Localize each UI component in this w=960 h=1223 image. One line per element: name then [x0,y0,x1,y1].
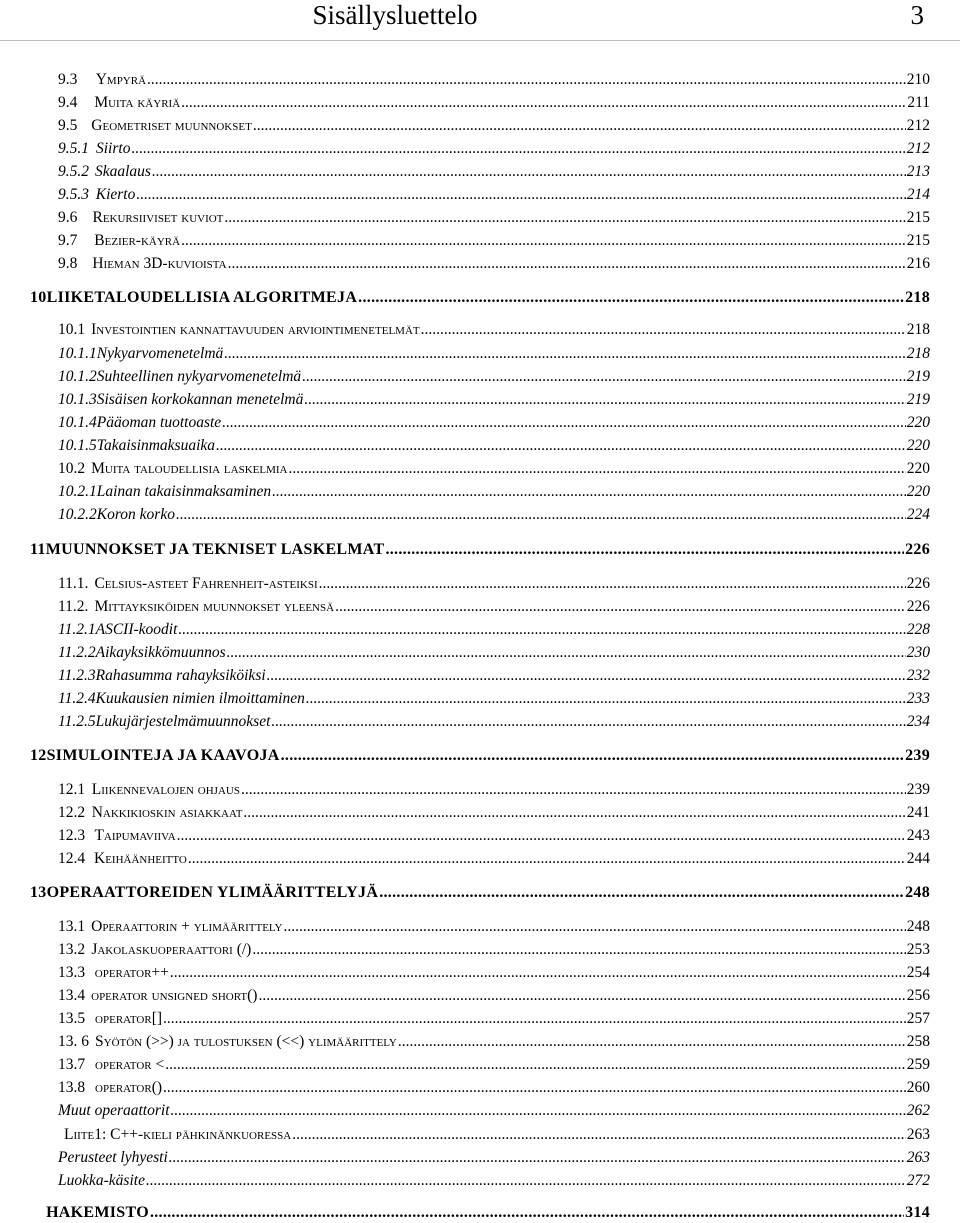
dot-leader [178,620,905,640]
dot-leader [253,116,906,136]
toc-entry-number: 9.5.1 [58,140,89,157]
toc-entry[interactable] [58,344,930,364]
toc-entry-page: 214 [906,186,930,203]
toc-entry-number: 13.8 [58,1079,86,1096]
toc-entry-number: 10.2.1 [58,483,97,500]
toc-entry-title: ASCII-koodit [95,621,178,638]
toc-entry-page: 230 [906,644,930,661]
dot-leader [163,1078,906,1098]
toc-entry-page: 260 [906,1079,930,1096]
dot-leader [228,254,906,274]
dot-leader [169,1148,906,1168]
toc-entry-page: 258 [906,1033,930,1050]
dot-leader [188,849,906,869]
dot-leader [243,803,905,823]
toc-entry[interactable] [58,1125,930,1145]
toc-entry-title: operator() [95,1079,163,1096]
toc-entry-page: 212 [906,117,930,134]
dot-leader [421,320,906,340]
dot-leader [131,139,905,159]
dot-leader [385,540,904,560]
toc-entry-page: 215 [906,209,930,226]
toc-entry-page: 239 [905,747,930,764]
toc-entry[interactable] [58,643,930,663]
dot-leader [284,917,906,937]
toc-entry-number: 10.1 [58,321,86,338]
toc-entry-number: 13.7 [58,1056,86,1073]
dot-leader [271,712,905,732]
toc-entry-page: 224 [906,506,930,523]
dot-leader [176,505,906,525]
toc-entry-title: Bezier-käyrä [94,232,181,249]
toc-entry-number: 11.2.1 [58,621,96,638]
dot-leader [306,689,906,709]
dot-leader [146,1171,906,1191]
toc-entry-number: 12 [30,747,47,764]
toc-entry[interactable] [30,883,930,903]
toc-entry-title: Koron korko [96,506,175,523]
toc-entry[interactable] [58,689,930,709]
toc-entry-title: Investointien kannattavuuden arviointimenetelmät [91,321,420,338]
toc-entry-number: 9.8 [58,255,78,272]
dot-leader [152,162,906,182]
toc-entry[interactable] [58,139,930,159]
toc-entry-page: 215 [906,232,930,249]
toc-entry-title: Lainan takaisinmaksaminen [96,483,272,500]
toc-entry[interactable] [58,413,930,433]
toc-entry[interactable] [58,963,930,983]
toc-entry[interactable] [30,540,930,560]
toc-entry-title: Jakolaskuoperaattori (/) [91,941,252,958]
dot-leader [222,413,906,433]
toc-entry-title: Muita taloudellisia laskelmia [91,460,288,477]
toc-entry-number: 9.5.3 [58,186,89,203]
dot-leader [398,1032,906,1052]
toc-entry[interactable] [58,70,930,90]
toc-entry[interactable] [58,367,930,387]
toc-entry-page: 253 [906,941,930,958]
toc-entry[interactable] [58,849,930,869]
toc-entry-title: Liikennevalojen ohjaus [91,781,240,798]
dot-leader [224,344,905,364]
toc-entry-page: 226 [906,598,930,615]
toc-entry[interactable] [58,93,930,113]
toc-entry-page: 220 [906,414,930,431]
dot-leader [171,1101,906,1121]
dot-leader [335,597,906,617]
toc-entry-title: Ympyrä [95,71,147,88]
toc-entry-title: operator < [94,1056,165,1073]
toc-entry[interactable] [58,574,930,594]
toc-entry-title: LIIKETALOUDELLISIA ALGORITMEJA [46,289,358,306]
toc-entry-title: Celsius-asteet Fahrenheit-asteiksi [94,575,318,592]
toc-entry[interactable] [58,826,930,846]
toc-entry[interactable] [58,1171,930,1191]
toc-entry[interactable] [58,482,930,502]
toc-entry-page: 263 [906,1126,930,1143]
toc-entry-page: 226 [905,541,930,558]
toc-entry-title: Kierto [95,186,136,203]
toc-entry-page: 218 [905,289,930,306]
toc-entry-page: 262 [906,1102,930,1119]
toc-entry[interactable] [58,459,930,479]
toc-entry-page: 219 [906,368,930,385]
toc-entry-page: 213 [906,163,930,180]
toc-entry-title: Nakkikioskin asiakkaat [91,804,243,821]
toc-entry[interactable] [58,231,930,251]
dot-leader [136,185,905,205]
toc-entry-page: 239 [906,781,930,798]
toc-entry-title: Pääoman tuottoaste [96,414,222,431]
toc-entry-title: Geometriset muunnokset [91,117,252,134]
dot-leader [150,1203,904,1223]
toc-entry-title: Syötön (>>) ja tulostuksen (<<) ylimäärittely [95,1033,397,1050]
dot-leader [181,93,906,113]
toc-entry-number: 13 [30,884,47,901]
dot-leader [281,746,904,766]
toc-entry-title: HAKEMISTO [46,1204,149,1221]
toc-entry-title: Skaalaus [94,163,151,180]
toc-entry-number: 11.2.5 [58,713,96,730]
toc-entry-page: 210 [906,71,930,88]
dot-leader [304,390,905,410]
toc-entry[interactable] [58,1009,930,1029]
toc-entry-number: 10.1.3 [58,391,97,408]
toc-entry-number: 11.1. [58,575,89,592]
toc-entry-number: 13. 6 [58,1033,89,1050]
dot-leader [163,1009,906,1029]
dot-leader [272,482,906,502]
toc-entry-number: 9.5 [58,117,78,134]
toc-entry[interactable] [58,436,930,456]
toc-entry-page: 259 [906,1056,930,1073]
toc-entry-page: 257 [906,1010,930,1027]
toc-entry[interactable] [58,986,930,1006]
toc-entry[interactable] [58,803,930,823]
toc-entry-number: 12.2 [58,804,86,821]
toc-entry-page: 234 [906,713,930,730]
toc-entry-page: 254 [906,964,930,981]
toc-entry-title: Rahasumma rahayksiköiksi [95,667,266,684]
toc-entry[interactable] [58,1078,930,1098]
toc-entry-page: 263 [906,1149,930,1166]
toc-entry-title: Taipumaviiva [94,827,176,844]
toc-entry-title: Siirto [96,140,131,157]
dot-leader [292,1125,906,1145]
toc-entry[interactable] [30,288,930,308]
toc-entry-number: 10.2 [58,460,86,477]
toc-entry[interactable] [58,1148,930,1168]
toc-entry-title: Takaisinmaksuaika [96,437,216,454]
toc-entry-number: 12.4 [58,850,86,867]
toc-entry[interactable] [30,746,930,766]
toc-entry[interactable] [58,320,930,340]
toc-entry-page: 211 [907,94,930,111]
toc-entry-page: 248 [905,884,930,901]
toc-entry-title: Perusteet lyhyesti [58,1149,168,1166]
toc-entry[interactable] [58,712,930,732]
dot-leader [267,666,906,686]
toc-entry-number: 11 [30,541,46,558]
toc-entry-title: operator[] [95,1010,163,1027]
toc-entry-page: 243 [906,827,930,844]
toc-entry-title: Muita käyriä [94,94,181,111]
toc-entry-title: SIMULOINTEJA JA KAAVOJA [46,747,280,764]
toc-entry-page: 241 [906,804,930,821]
toc-entry[interactable] [58,597,930,617]
dot-leader [319,574,906,594]
dot-leader [165,1055,906,1075]
dot-leader [241,780,906,800]
toc-entry-title: operator++ [94,964,169,981]
toc-entry[interactable] [58,940,930,960]
toc-entry-page: 256 [906,987,930,1004]
toc-entry-page: 272 [906,1172,930,1189]
toc-entry-title: Nykyarvomenetelmä [96,345,224,362]
toc-entry[interactable] [58,666,930,686]
toc-entry-number: 9.3 [58,71,78,88]
toc-entry-page: 218 [906,345,930,362]
toc-entry-title: Keihäänheitto [94,850,187,867]
toc-entry[interactable] [58,917,930,937]
toc-entry-number: 11.2.2 [58,644,96,661]
toc-entry[interactable] [58,254,930,274]
toc-entry-number: 10.1.5 [58,437,97,454]
dot-leader [170,963,906,983]
dot-leader [252,940,905,960]
toc-entry-title: Lukujärjestelmämuunnokset [95,713,271,730]
toc-entry-number: 13.5 [58,1010,86,1027]
toc-entry-page: 218 [906,321,930,338]
toc-entry-number: 11.2. [58,598,89,615]
dot-leader [224,208,905,228]
toc-entry-number: 9.5.2 [58,163,89,180]
toc-entry[interactable] [58,185,930,205]
toc-entry-page: 248 [906,918,930,935]
toc-entry-number: 13.1 [58,918,86,935]
toc-entry-page: 220 [906,460,930,477]
toc-entry-number: 10.1.2 [58,368,97,385]
dot-leader [288,459,905,479]
dot-leader [379,883,904,903]
toc-entry-title: OPERAATTOREIDEN YLIMÄÄRITTELYJÄ [46,884,379,901]
toc-entry-page: 233 [906,690,930,707]
dot-leader [177,826,906,846]
dot-leader [258,986,905,1006]
toc-entry-title: Luokka-käsite [58,1172,145,1189]
toc-entry-page: 228 [906,621,930,638]
toc-entry-page: 314 [905,1204,930,1221]
dot-leader [216,436,906,456]
toc-entry-number: 11.2.4 [58,690,96,707]
toc-entry-page: 226 [906,575,930,592]
toc-entry-number: 11.2.3 [58,667,96,684]
toc-entry-page: 232 [906,667,930,684]
toc-entry-number: 10.1.4 [58,414,97,431]
toc-entry-title: MUUNNOKSET JA TEKNISET LASKELMAT [45,541,385,558]
toc-entry-title: Suhteellinen nykyarvomenetelmä [96,368,302,385]
toc-entry-page: 220 [906,483,930,500]
toc-entry-number: 9.6 [58,209,78,226]
toc-entry-page: 219 [906,391,930,408]
dot-leader [181,231,906,251]
toc-entry-title: Rekursiiviset kuviot [92,209,224,226]
toc-entry-number: 13.3 [58,964,86,981]
toc-entry-number: 13.2 [58,941,86,958]
toc-entry[interactable] [58,620,930,640]
toc-entry-number: 10.1.1 [58,345,97,362]
toc-entry-page: 216 [906,255,930,272]
toc-entry-title: Aikayksikkömuunnos [95,644,226,661]
toc-entry-title: Muut operaattorit [58,1102,170,1119]
toc-entry[interactable] [58,780,930,800]
toc-entry-page: 212 [906,140,930,157]
toc-entry-number: 10 [30,289,47,306]
toc-entry-title: Hieman 3D-kuvioista [92,255,227,272]
toc-entry-title: Sisäisen korkokannan menetelmä [96,391,304,408]
toc-entry[interactable] [58,116,930,136]
toc-entry-number: 10.2.2 [58,506,97,523]
toc-entry-number: 12.3 [58,827,86,844]
toc-entry[interactable] [30,1203,930,1223]
toc-entry[interactable] [58,208,930,228]
toc-entry[interactable] [58,1101,930,1121]
toc-entry[interactable] [58,390,930,410]
toc-entry-page: 220 [906,437,930,454]
page-number: 3 [910,0,924,30]
toc-entry-number: 9.4 [58,94,78,111]
toc-entry-title: Operaattorin + ylimäärittely [91,918,283,935]
toc-entry[interactable] [58,1055,930,1075]
toc-entry-page: 244 [906,850,930,867]
toc-entry-title: Kuukausien nimien ilmoittaminen [95,690,305,707]
toc-entry[interactable] [58,1032,930,1052]
toc-entry-number: 9.7 [58,232,78,249]
dot-leader [227,643,906,663]
toc-entry-title: operator unsigned short() [91,987,258,1004]
toc-entry-title: Liite1: C++-kieli pähkinänkuoressa [64,1126,292,1143]
dot-leader [302,367,906,387]
page-title: Sisällysluettelo [312,0,478,30]
dot-leader [147,70,906,90]
toc-entry[interactable] [58,505,930,525]
toc-entry-title: Mittayksiköiden muunnokset yleensä [94,598,335,615]
toc-entry-number: 12.1 [58,781,86,798]
toc-entry-number: 13.4 [58,987,86,1004]
toc-entry[interactable] [58,162,930,182]
dot-leader [358,288,904,308]
